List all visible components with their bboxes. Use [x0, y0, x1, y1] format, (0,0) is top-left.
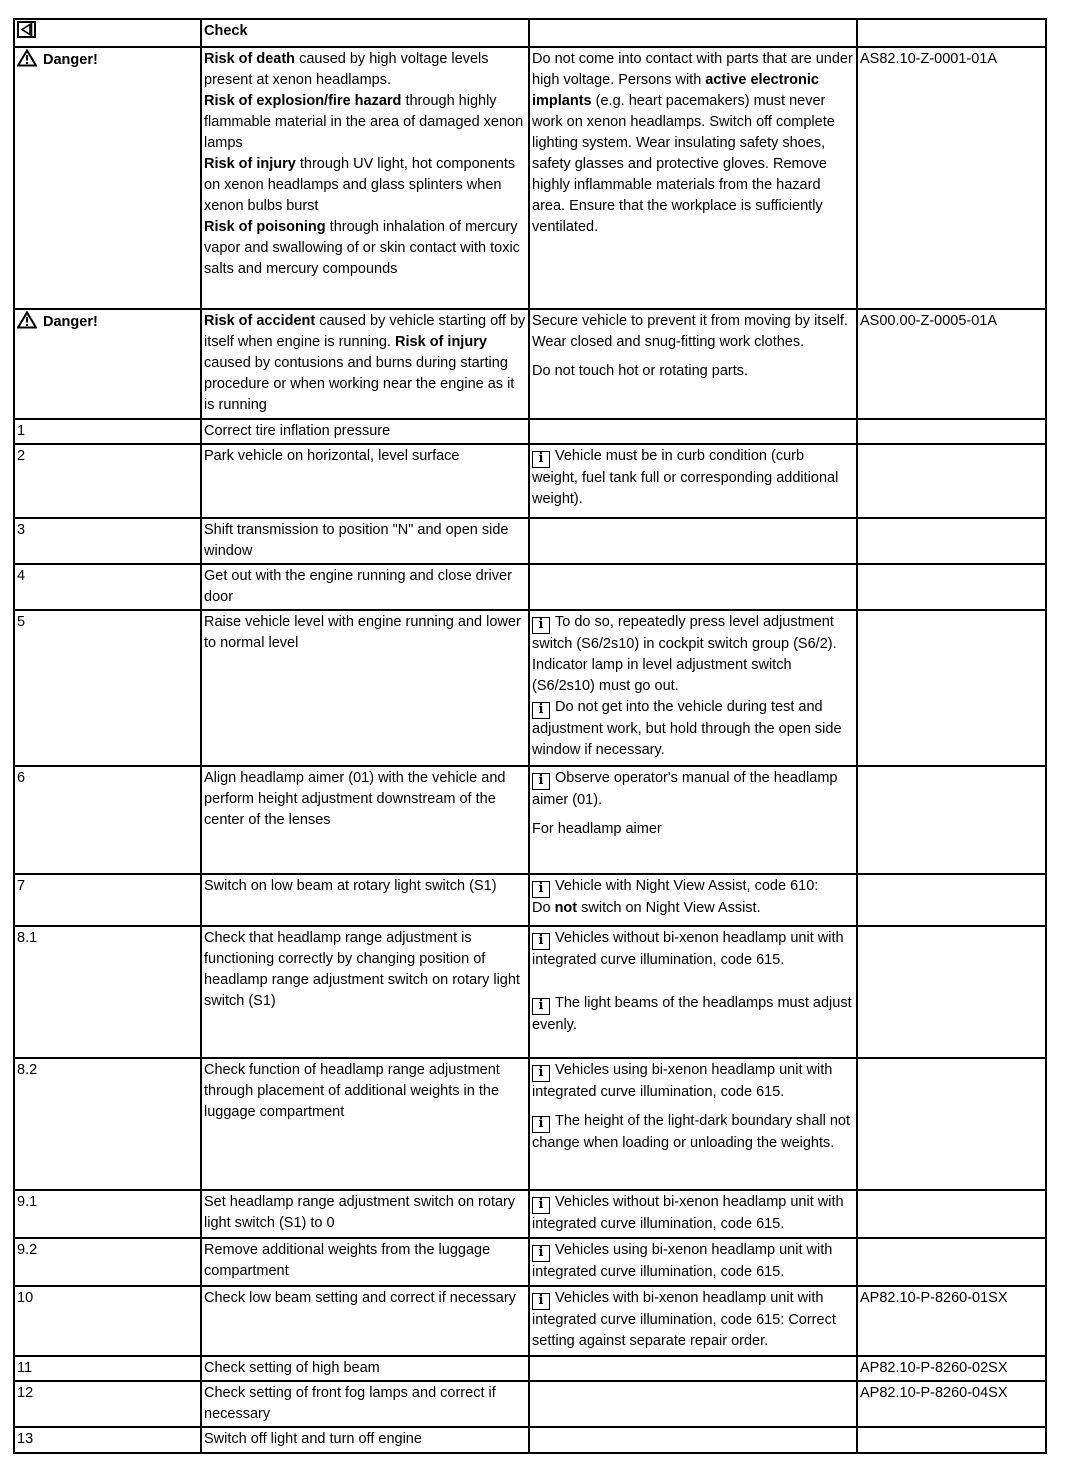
warning-triangle-icon — [17, 49, 37, 74]
info-icon: i — [532, 773, 550, 790]
risk-text: caused by vehicle starting off by itself when engine is running. — [204, 313, 526, 350]
step-notes — [529, 1238, 857, 1286]
risk-text: through inhalation of mercury vapor and swallowing of or skin contact with toxic salts and mercury compounds — [204, 219, 520, 277]
step-ref: AP82.10-P-8260-04SX — [857, 1381, 1046, 1427]
step-ref: AP82.10-P-8260-02SX — [857, 1356, 1046, 1381]
danger-label-cell — [14, 47, 201, 309]
step-note: Vehicles using bi-xenon headlamp unit with integrated curve illumination, code 615. — [532, 1062, 833, 1100]
measure-emphasis: active electronic implants — [532, 72, 819, 109]
danger-ref: AS00.00-Z-0005-01A — [857, 309, 1046, 419]
step-note: Vehicle with Night View Assist, code 610: — [555, 878, 819, 894]
info-icon: i — [532, 1065, 550, 1082]
step-ref — [857, 564, 1046, 610]
warning-triangle-icon — [17, 311, 37, 336]
step-row — [14, 518, 1046, 564]
step-number: 12 — [14, 1381, 201, 1427]
info-icon: i — [532, 1245, 550, 1262]
step-row — [14, 1190, 1046, 1238]
step-ref — [857, 1058, 1046, 1190]
step-row — [14, 1238, 1046, 1286]
step-ref — [857, 419, 1046, 444]
step-row — [14, 1427, 1046, 1453]
step-note: Vehicles with bi-xenon headlamp unit with integrated curve illumination, code 615: Correct setting against separate repair order. — [532, 1290, 836, 1349]
step-number: 4 — [14, 564, 201, 610]
step-note: Do not get into the vehicle during test and adjustment work, but hold through the open side window if necessary. — [532, 699, 842, 758]
step-number: 5 — [14, 610, 201, 766]
info-icon: i — [532, 617, 550, 634]
step-row — [14, 766, 1046, 874]
procedure-table — [13, 18, 1047, 1454]
step-note: Do — [532, 900, 551, 916]
step-row — [14, 1356, 1046, 1381]
step-number: 7 — [14, 874, 201, 926]
step-notes — [529, 419, 857, 444]
step-note: Observe operator's manual of the headlamp aimer (01). — [532, 770, 838, 808]
danger-ref: AS82.10-Z-0001-01A — [857, 47, 1046, 309]
step-notes — [529, 766, 857, 874]
step-ref — [857, 926, 1046, 1058]
risk-title: Risk of injury — [204, 156, 296, 172]
measure-text: Do not touch hot or rotating parts. — [532, 363, 749, 379]
step-number: 1 — [14, 419, 201, 444]
step-notes — [529, 444, 857, 518]
step-notes — [529, 1427, 857, 1453]
step-row — [14, 1381, 1046, 1427]
step-check: Set headlamp range adjustment switch on rotary light switch (S1) to 0 — [201, 1190, 529, 1238]
step-check: Remove additional weights from the luggage compartment — [201, 1238, 529, 1286]
risk-title: Risk of accident — [204, 313, 316, 329]
step-notes — [529, 610, 857, 766]
step-note: switch on Night View Assist. — [581, 900, 761, 916]
step-check: Correct tire inflation pressure — [201, 419, 529, 444]
step-row — [14, 444, 1046, 518]
step-check: Shift transmission to position "N" and open side window — [201, 518, 529, 564]
risk-title: Risk of death — [204, 51, 296, 67]
step-notes — [529, 1058, 857, 1190]
danger-label-cell — [14, 309, 201, 419]
step-number: 9.2 — [14, 1238, 201, 1286]
step-note-emphasis: not — [554, 900, 578, 916]
info-icon: i — [532, 881, 550, 898]
info-icon: i — [532, 451, 550, 468]
step-number: 6 — [14, 766, 201, 874]
step-number: 11 — [14, 1356, 201, 1381]
step-notes — [529, 1381, 857, 1427]
step-row — [14, 1058, 1046, 1190]
header-icon-cell — [14, 19, 201, 47]
info-icon: i — [532, 1116, 550, 1133]
step-check: Switch on low beam at rotary light switch (S1) — [201, 874, 529, 926]
measure-text: (e.g. heart pacemakers) must never work on xenon headlamps. Switch off complete lighting system. Wear insulating safety shoes, safety glasses and protective gloves. Remove highly inflammable materials from the hazard area. Ensure that the workplace is sufficiently ventilated. — [532, 93, 835, 235]
step-row — [14, 419, 1046, 444]
header-check: Check — [201, 19, 529, 47]
step-number: 8.2 — [14, 1058, 201, 1190]
step-note: The height of the light-dark boundary shall not change when loading or unloading the weights. — [532, 1113, 851, 1151]
risk-title: Risk of poisoning — [204, 219, 326, 235]
step-notes — [529, 518, 857, 564]
risk-title: Risk of explosion/fire hazard — [204, 93, 402, 109]
step-row — [14, 1286, 1046, 1356]
step-note: To do so, repeatedly press level adjustment switch (S6/2s10) in cockpit switch group (S6/2). Indicator lamp in level adjustment switch (S6/2s10) must go out. — [532, 614, 837, 694]
step-check: Check setting of front fog lamps and correct if necessary — [201, 1381, 529, 1427]
step-check: Check setting of high beam — [201, 1356, 529, 1381]
danger-risks — [201, 47, 529, 309]
step-notes — [529, 926, 857, 1058]
danger-row — [14, 309, 1046, 419]
info-icon: i — [532, 998, 550, 1015]
step-ref — [857, 766, 1046, 874]
info-icon: i — [532, 1293, 550, 1310]
step-number: 3 — [14, 518, 201, 564]
step-check: Switch off light and turn off engine — [201, 1427, 529, 1453]
step-check: Get out with the engine running and close driver door — [201, 564, 529, 610]
step-check: Park vehicle on horizontal, level surface — [201, 444, 529, 518]
danger-label: Danger! — [43, 52, 98, 68]
info-icon: i — [532, 702, 550, 719]
step-ref — [857, 518, 1046, 564]
step-ref: AP82.10-P-8260-01SX — [857, 1286, 1046, 1356]
info-icon: i — [532, 1197, 550, 1214]
step-number: 13 — [14, 1427, 201, 1453]
step-ref — [857, 1427, 1046, 1453]
step-row — [14, 874, 1046, 926]
step-note: Vehicles without bi-xenon headlamp unit with integrated curve illumination, code 615. — [532, 930, 844, 968]
measure-text: Wear closed and snug-fitting work clothes. — [532, 334, 805, 350]
risk-text: through UV light, hot components on xenon headlamps and glass splinters when xenon bulbs burst — [204, 156, 516, 214]
header-ref — [857, 19, 1046, 47]
step-check: Check low beam setting and correct if necessary — [201, 1286, 529, 1356]
steps-body — [14, 419, 1046, 1453]
step-note: For headlamp aimer — [532, 821, 662, 837]
risk-text: through highly flammable material in the area of damaged xenon lamps — [204, 93, 524, 151]
step-row — [14, 610, 1046, 766]
step-check: Raise vehicle level with engine running and lower to normal level — [201, 610, 529, 766]
danger-label: Danger! — [43, 314, 98, 330]
measure-text: Do not come into contact with parts that are under high voltage. Persons with — [532, 51, 853, 88]
step-notes — [529, 564, 857, 610]
danger-row — [14, 47, 1046, 309]
step-number: 9.1 — [14, 1190, 201, 1238]
danger-risks — [201, 309, 529, 419]
return-arrow-icon — [17, 21, 36, 38]
risk-text: caused by contusions and burns during starting procedure or when working near the engine as it is running — [204, 355, 515, 413]
step-check: Check function of headlamp range adjustment through placement of additional weights in the luggage compartment — [201, 1058, 529, 1190]
step-check: Check that headlamp range adjustment is functioning correctly by changing position of headlamp range adjustment switch on rotary light switch (S1) — [201, 926, 529, 1058]
step-ref — [857, 444, 1046, 518]
step-notes — [529, 874, 857, 926]
measure-text: Secure vehicle to prevent it from moving by itself. — [532, 313, 848, 329]
info-icon: i — [532, 933, 550, 950]
step-number: 2 — [14, 444, 201, 518]
header-row — [14, 19, 1046, 47]
danger-measures — [529, 309, 857, 419]
danger-measures — [529, 47, 857, 309]
step-ref — [857, 1190, 1046, 1238]
risk-text: caused by high voltage levels present at xenon headlamps. — [204, 51, 489, 88]
step-check: Align headlamp aimer (01) with the vehicle and perform height adjustment downstream of the center of the lenses — [201, 766, 529, 874]
step-note: The light beams of the headlamps must adjust evenly. — [532, 995, 852, 1033]
step-ref — [857, 610, 1046, 766]
step-notes — [529, 1356, 857, 1381]
risk-title: Risk of injury — [395, 334, 487, 350]
step-row — [14, 564, 1046, 610]
step-number: 8.1 — [14, 926, 201, 1058]
step-note: Vehicles without bi-xenon headlamp unit with integrated curve illumination, code 615. — [532, 1194, 844, 1232]
step-row — [14, 926, 1046, 1058]
step-ref — [857, 1238, 1046, 1286]
step-ref — [857, 874, 1046, 926]
step-notes — [529, 1286, 857, 1356]
step-note: Vehicle must be in curb condition (curb weight, fuel tank full or corresponding additional weight). — [532, 448, 839, 507]
step-number: 10 — [14, 1286, 201, 1356]
header-note — [529, 19, 857, 47]
step-notes — [529, 1190, 857, 1238]
step-note: Vehicles using bi-xenon headlamp unit with integrated curve illumination, code 615. — [532, 1242, 833, 1280]
